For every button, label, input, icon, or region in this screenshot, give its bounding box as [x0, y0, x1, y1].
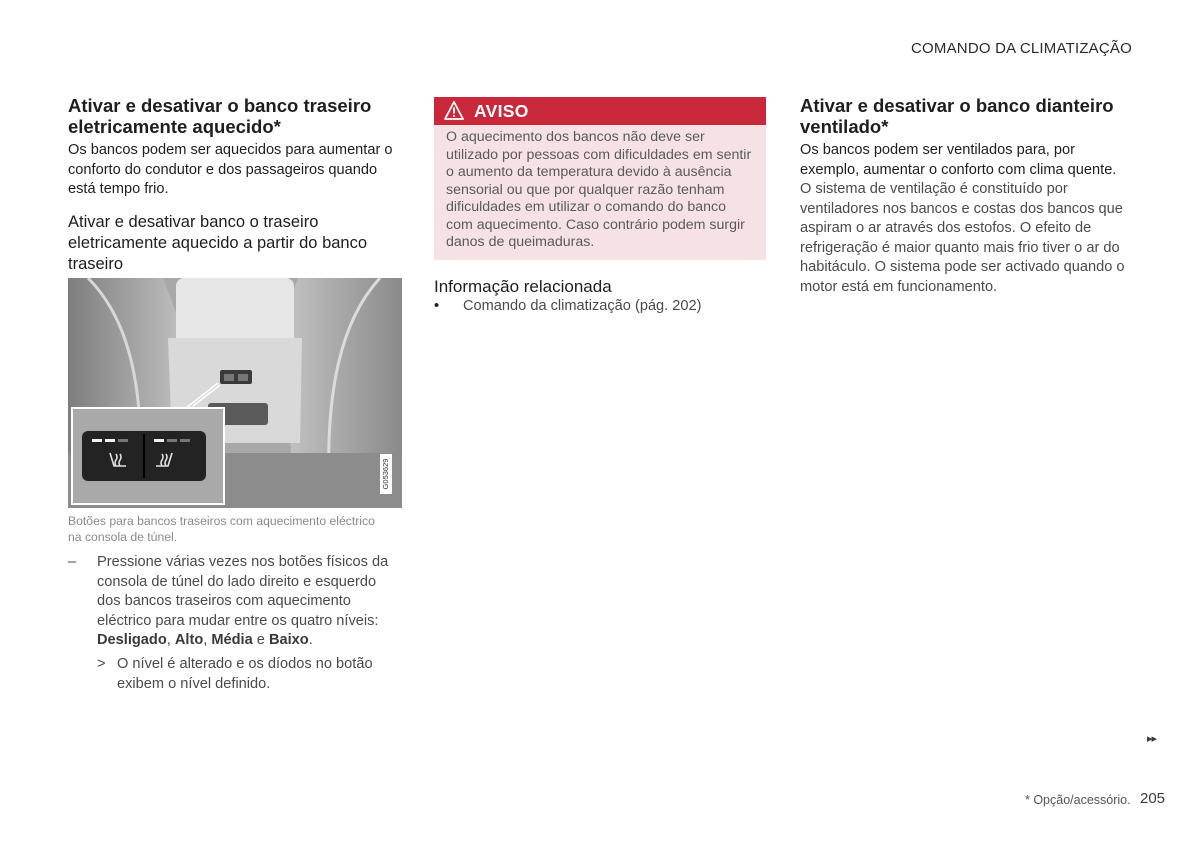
warning-triangle-icon	[444, 101, 464, 120]
level-end: .	[308, 632, 313, 648]
footnote: * Opção/acessório.	[1025, 793, 1131, 807]
level-low: Baixo	[268, 632, 309, 648]
level-high: Alto	[174, 632, 204, 648]
figure-caption: Botões para bancos traseiros com aquecimento eléctrico na consola de túnel.	[68, 514, 375, 544]
warning-header	[434, 97, 766, 125]
section-title-ventilated-front-seat: Ativar e desativar o banco dianteiro ventilado*	[800, 95, 1114, 137]
instruction-step	[68, 553, 403, 651]
warning-text: O aquecimento dos bancos não deve ser utilizado por pessoas com dificuldades em sentir o aumento da temperatura devido à ausência sensorial ou que por qualquer razão tenham dificuldades em utilizar o comando do banco com aquecimento. Caso contrário podem surgir danos de queimaduras.	[446, 129, 752, 250]
level-off: Desligado	[97, 632, 167, 648]
related-link-item	[434, 297, 766, 317]
result-text: O nível é alterado e os díodos no botão exibem o nível definido.	[117, 656, 373, 692]
ventilation-body: O sistema de ventilação é constituído por ventiladores nos bancos e costas dos bancos que aspiram o ar através dos estofos. O efeito de refrigeração é maior quanto mais frio tiver o ar do habitáculo. O sistema pode ser activado quando o motor está em funcionamento.	[800, 181, 1125, 295]
section-title-heated-rear-seat: Ativar e desativar o banco traseiro eletricamente aquecido*	[68, 95, 372, 137]
rear-console-illustration	[68, 278, 402, 508]
level-medium: Média	[211, 632, 253, 648]
figure-code-label	[380, 454, 392, 494]
instruction-result	[97, 655, 397, 694]
double-arrow-right-icon: ▸▸	[1147, 733, 1157, 745]
related-info-title: Informação relacionada	[434, 277, 612, 296]
level-separator: ,	[166, 632, 175, 648]
ventilation-intro: Os bancos podem ser ventilados para, por exemplo, aumentar o conforto com clima quente.	[800, 142, 1117, 178]
warning-title: AVISO	[474, 101, 529, 121]
step-text: Pressione várias vezes nos botões físicos da consola de túnel do lado direito e esquerdo dos bancos traseiros com aquecimento eléctrico para mudar entre os quatro níveis:	[97, 554, 389, 629]
result-marker: >	[97, 656, 106, 672]
rear-console-photo	[68, 278, 402, 508]
section-header: COMANDO DA CLIMATIZAÇÃO	[910, 40, 1132, 57]
subsection-title: Ativar e desativar banco o traseiro eletricamente aquecido a partir do banco traseiro	[68, 213, 368, 273]
bullet: •	[434, 298, 440, 314]
level-separator: e	[252, 632, 269, 648]
warning-box	[434, 125, 766, 260]
step-dash: –	[68, 554, 77, 570]
level-separator: ,	[203, 632, 212, 648]
figure-code: G053629	[381, 458, 390, 490]
related-link-text[interactable]: Comando da climatização (pág. 202)	[463, 298, 702, 314]
intro-paragraph: Os bancos podem ser aquecidos para aumentar o conforto do condutor e dos passageiros quando está tempo frio.	[68, 142, 393, 197]
page-number: 205	[1140, 790, 1166, 807]
